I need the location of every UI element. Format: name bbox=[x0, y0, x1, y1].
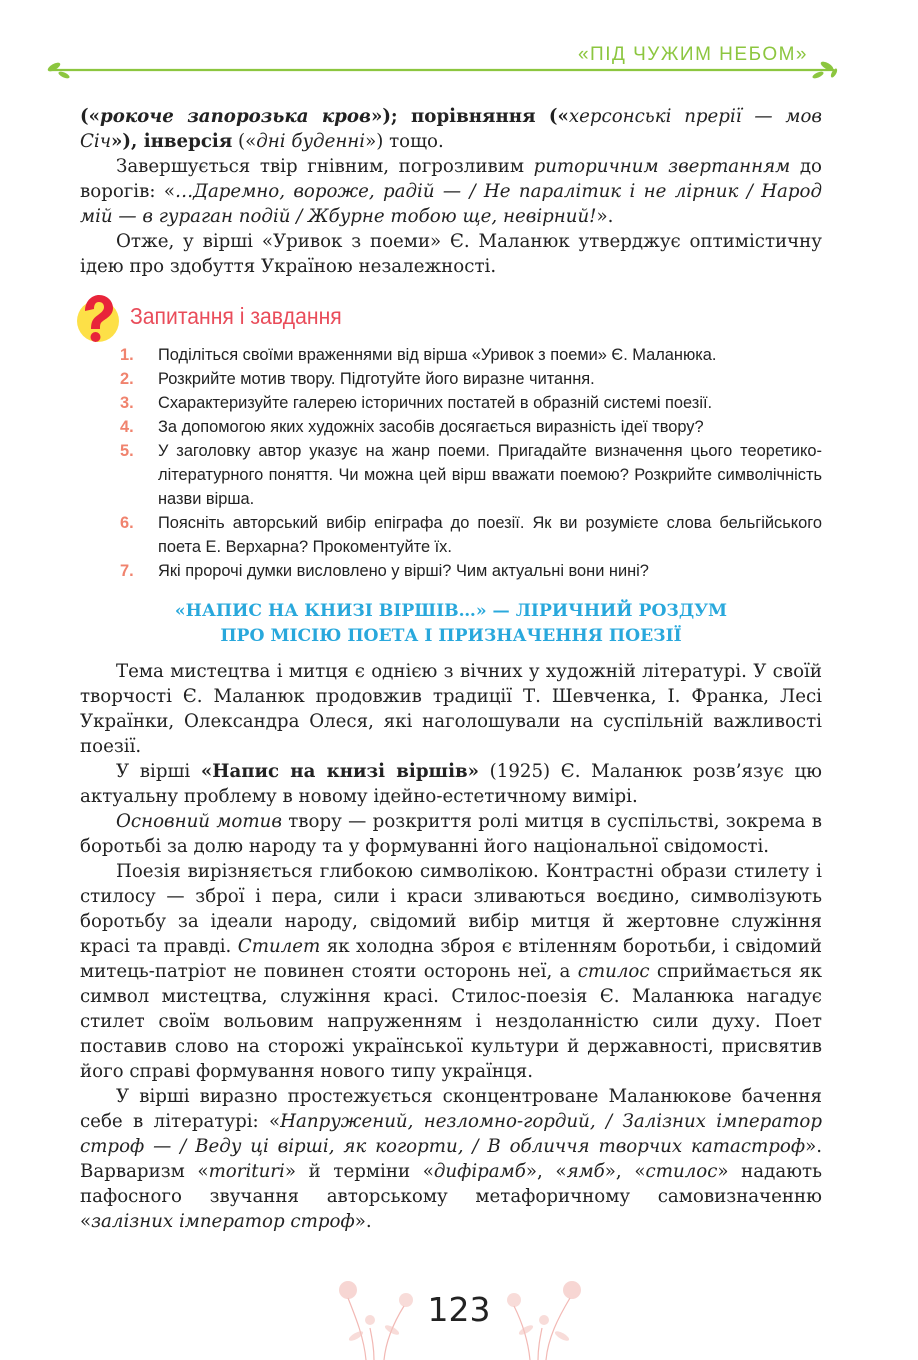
page-content bbox=[80, 104, 822, 1234]
header-vine-line bbox=[42, 58, 842, 88]
text-fragment: ») тощо. bbox=[365, 131, 444, 152]
question-number: 6. bbox=[120, 514, 134, 532]
question-number: 4. bbox=[120, 418, 134, 436]
text-fragment: Поезія вирізняється глибокою символікою. Контрастні образи стилету і стилосу — зброї і пера, сили і краси зливаються воєдино, символізують боротьбу за ідеали народу, свідомий вибір митця й жертовне служіння красі та правді. bbox=[80, 861, 822, 957]
list-item bbox=[120, 559, 822, 583]
text-fragment: » надають пафосного звучання авторському метафоричному самовизначенню « bbox=[80, 1161, 822, 1232]
question-text: Поділіться своїми враженнями від вірша «Уривок з поеми» Є. Маланюка. bbox=[158, 346, 717, 364]
chapter-title: «ПІД ЧУЖИМ НЕБОМ» bbox=[577, 44, 808, 65]
quote-fragment: дні буденні bbox=[256, 131, 366, 152]
section-paragraph-2 bbox=[80, 759, 822, 809]
text-fragment: », « bbox=[604, 1161, 646, 1182]
intro-paragraph-2 bbox=[80, 154, 822, 229]
list-item bbox=[120, 415, 822, 439]
text-fragment: У вірші виразно простежується сконцентроване Маланюкове бачення себе в літературі: « bbox=[80, 1086, 822, 1132]
term-fragment: morituri bbox=[208, 1161, 285, 1182]
questions-heading: Запитання і завдання bbox=[130, 303, 342, 329]
section-title bbox=[80, 599, 822, 649]
list-item bbox=[120, 367, 822, 391]
term-fragment: стилос bbox=[577, 961, 650, 982]
quote-fragment: залізних імператор строф bbox=[91, 1211, 355, 1232]
poem-quote: Напружений, незломно-гордий, / Залізних імператор строф — / Веду ці вірші, як когорти, / В обличчя творчих катастроф bbox=[80, 1111, 823, 1157]
term-fragment: дифірамб bbox=[433, 1161, 526, 1182]
poem-quote: …Даремно, вороже, радій — / Не паралітик і не лірник / Народ мій — в гураган подій / Жбурне тобою ще, невірний! bbox=[80, 181, 822, 227]
list-item bbox=[120, 511, 822, 559]
section-paragraph-5 bbox=[80, 1084, 822, 1234]
section-paragraph-4 bbox=[80, 859, 822, 1084]
question-text: Схарактеризуйте галерею історичних постатей в образній системі поезії. bbox=[158, 394, 713, 412]
list-item bbox=[120, 439, 822, 511]
text-fragment: твору — розкриття ролі митця в суспільстві, зокрема в боротьбі за долю народу та у формуванні його національної свідомості. bbox=[80, 811, 822, 857]
question-number: 5. bbox=[120, 442, 134, 460]
question-text: Поясніть авторський вибір епіграфа до поезії. Як ви розумієте слова бельгійського поета Е. Верхарна? Прокоментуйте їх. bbox=[158, 514, 822, 556]
section-paragraph-1: Тема мистецтва і митця є однією з вічних у художній літературі. У своїй творчості Є. Маланюк продовжив традиції Т. Шевченка, І. Франка, Лесі Українки, Олександра Олеся, які наголошували на суспільній важливості поезії. bbox=[80, 661, 822, 757]
intro-paragraph-1 bbox=[80, 104, 822, 154]
term-fragment: порівняння bbox=[411, 106, 536, 127]
question-number: 3. bbox=[120, 394, 134, 412]
term-fragment: ямб bbox=[566, 1161, 605, 1182]
poem-title: «Напис на книзі віршів» bbox=[200, 761, 479, 782]
section-paragraph-3 bbox=[80, 809, 822, 859]
term-fragment: інверсія bbox=[143, 131, 233, 152]
text-fragment: » й терміни « bbox=[284, 1161, 434, 1182]
section-title-line: «НАПИС НА КНИЗІ ВІРШІВ…» — ЛІРИЧНИЙ РОЗДУМ bbox=[174, 601, 728, 621]
question-number: 2. bbox=[120, 370, 134, 388]
quote-fragment: рокоче запорозька кров bbox=[99, 106, 371, 127]
text-fragment: Завершується твір гнівним, погрозливим bbox=[116, 156, 534, 177]
text-fragment: »); bbox=[370, 106, 411, 127]
text-fragment: (« bbox=[80, 106, 100, 127]
text-fragment: (« bbox=[232, 131, 257, 152]
text-fragment: сприймається як символ мистецтва, служіння красі. Стилос-поезія Є. Маланюка нагадує стилет своїм вольовим напруженням і нездоланністю сили духу. Поет поставив слово на сторожі української культури й державності, присвятив його справі формування нового типу українця. bbox=[80, 961, 822, 1082]
text-fragment: (« bbox=[535, 106, 569, 127]
text-fragment: ». bbox=[354, 1211, 372, 1232]
term-fragment: Основний мотив bbox=[116, 811, 282, 832]
quote-fragment: херсонські прерії — мов Січ bbox=[80, 106, 822, 152]
questions-list bbox=[120, 343, 822, 583]
term-fragment: Стилет bbox=[237, 936, 321, 957]
question-text: Розкрийте мотив твору. Підготуйте його виразне читання. bbox=[158, 370, 595, 388]
term-fragment: риторичним звертанням bbox=[533, 156, 791, 177]
text-fragment: »), bbox=[111, 131, 144, 152]
intro-paragraph-3: Отже, у вірші «Уривок з поеми» Є. Маланюк утверджує оптимістичну ідею про здобуття Україною незалежності. bbox=[80, 231, 822, 277]
list-item bbox=[120, 391, 822, 415]
question-mark-icon bbox=[72, 293, 120, 345]
list-item bbox=[120, 343, 822, 367]
text-fragment: як холодна зброя є втіленням боротьби, і свідомий митець-патріот не повинен стояти осторонь неї, а bbox=[80, 936, 823, 982]
page-number: 123 bbox=[427, 1290, 491, 1329]
term-fragment: стилос bbox=[645, 1161, 718, 1182]
question-text: За допомогою яких художніх засобів досягається виразність ідеї твору? bbox=[158, 418, 704, 436]
text-fragment: (1925) Є. Маланюк розв’язує цю актуальну проблему в новому ідейно-естетичному вимірі. bbox=[80, 761, 822, 807]
question-text: Які пророчі думки висловлено у вірші? Чим актуальні вони нині? bbox=[158, 562, 649, 580]
text-fragment: до ворогів: « bbox=[80, 156, 822, 202]
text-fragment: ». bbox=[596, 206, 614, 227]
text-fragment: У вірші bbox=[116, 761, 201, 782]
questions-block bbox=[80, 293, 822, 583]
text-fragment: », « bbox=[525, 1161, 567, 1182]
question-number: 1. bbox=[120, 346, 134, 364]
text-fragment: ». Варваризм « bbox=[80, 1136, 822, 1182]
question-text: У заголовку автор указує на жанр поеми. Пригадайте визначення цього теоретико-літературного поняття. Чи можна цей вірш вважати поемою? Розкрийте символічність назви вірша. bbox=[158, 442, 822, 508]
section-title-line: ПРО МІСІЮ ПОЕТА І ПРИЗНАЧЕННЯ ПОЕЗІЇ bbox=[220, 626, 682, 646]
question-number: 7. bbox=[120, 562, 134, 580]
